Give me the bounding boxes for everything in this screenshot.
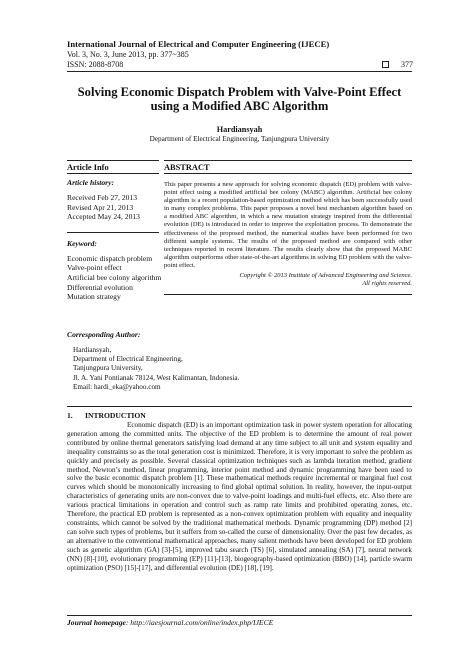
history-list <box>67 193 159 222</box>
corresponding-line: Jl. A. Yani Pontianak 78124, West Kalimantan, Indonesia. <box>73 373 240 382</box>
corresponding-rule <box>67 406 412 407</box>
section-heading <box>67 411 412 420</box>
corresponding-heading: Corresponding Author: <box>67 330 141 339</box>
paper-title <box>67 85 412 113</box>
corresponding-email: Email: hardi_eka@yahoo.com <box>73 382 161 391</box>
page-number: 377 <box>401 60 413 69</box>
history-item: Received Feb 27, 2013 <box>67 193 138 202</box>
corresponding-details <box>73 346 412 392</box>
keyword-item: Valve-point effect <box>67 263 122 273</box>
corresponding-line: Department of Electrical Engineering, <box>73 355 183 364</box>
history-heading: Article history: <box>67 178 115 187</box>
history-item: Revised Apr 21, 2013 <box>67 202 134 212</box>
square-icon <box>382 61 389 68</box>
volume-line: Vol. 3, No. 3, June 2013, pp. 377~385 <box>67 50 189 59</box>
article-info-heading: Article Info <box>67 160 159 174</box>
abstract-heading: ABSTRACT <box>164 160 412 174</box>
copyright-line-2: All rights reserved. <box>362 280 412 288</box>
keyword-list <box>67 253 162 302</box>
keyword-item: Economic dispatch problem <box>67 253 153 263</box>
history-item: Accepted May 24, 2013 <box>67 212 140 222</box>
keyword-item: Mutation strategy <box>67 292 121 302</box>
journal-name: International Journal of Electrical and Computer Engineering (IJECE) <box>67 39 330 49</box>
section-title: INTRODUCTION <box>85 411 146 420</box>
abstract-rule <box>164 294 412 295</box>
footer-url[interactable]: : http://iaesjournal.com/online/index.php/IJECE <box>125 618 274 627</box>
title-line-1: Solving Economic Dispatch Problem with Valve-Point Effect <box>77 85 402 99</box>
corresponding-line: Tanjungpura University, <box>73 364 143 373</box>
article-info-column <box>67 160 162 302</box>
keyword-item: Artificial bee colony algorithm <box>67 272 162 282</box>
introduction-text: Economic dispatch (ED) is an important optimization task in power system operation for allocating generation among the committed units. The objective of the ED problem is to determine the amount of real power contributed by online thermal generators satisfying load demand at any time subject to all unit and system equality and inequality constraints so as the total generation cost is minimized. Therefore, it is very important to solve the problem as quickly and precisely as possible. Several classical optimization techniques such as lambda iteration method, gradient method, Newton’s method, linear programming, interior point method and dynamic programming have been used to solve the basic economic dispatch problem [1]. These mathematical methods require incremental or marginal fuel cost curves which should be monotonically increasing to find global optimal solution. In reality, however, the input-output characteristics of generating units are non-convex due to valve-point loadings and multi-fuel effects, etc. Also there are various practical limitations in operation and control such as ramp rate limits and prohibited operating zones, etc. Therefore, the practical ED problem is represented as a non-convex optimization problem with equality and inequality constraints, which cannot be solved by the traditional mathematical methods. Dynamic programming (DP) method [2] can solve such types of problems, but it suffers from so-called the curse of dimensionality. Over the past few decades, as an alternative to the conventional mathematical approaches, many salient methods have been developed for ED problem such as genetic algorithm (GA) [3]-[5], improved tabu search (TS) [6], simulated annealing (SA) [7], neural network (NN) [8]-[10], evolutionary programming (EP) [11]-[13], biogeography-based optimization (BBO) [14], particle swarm optimization (PSO) [15]-[17], and differential evolution (DE) [18], [19]. <box>67 421 412 572</box>
footer-label: Journal homepage <box>67 618 126 627</box>
section-number: 1. <box>67 411 73 420</box>
title-line-2: using a Modified ABC Algorithm <box>150 99 329 113</box>
keyword-rule <box>67 232 159 233</box>
author-affiliation: Department of Electrical Engineering, Tanjungpura University <box>149 135 330 143</box>
copyright-notice <box>164 272 412 288</box>
corresponding-author <box>67 326 412 407</box>
author-name: Hardiansyah <box>216 125 263 134</box>
copyright-line-1: Copyright © 2013 Institute of Advanced Engineering and Science. <box>239 272 412 280</box>
header-rule <box>67 71 412 72</box>
page-number-block <box>382 60 413 69</box>
corresponding-line: Hardiansyah, <box>73 346 112 354</box>
abstract-text: This paper presents a new approach for solving economic dispatch (ED) problem with valve-point effect using a modified artificial bee colony (MABC) algorithm. Artificial bee colony algorithm is a recent population-based optimization method which has been successfully used in many complex problems. This paper proposes a novel best mechanism algorithm based on a modified ABC algorithm, in which a new mutation strategy inspired from the differential evolution (DE) is introduced in order to improve the exploitation process. To demonstrate the effectiveness of the proposed method, the numerical studies have been performed for two different sample systems. The results of the proposed method are compared with other techniques reported in recent literature. The results clearly show that the proposed MABC algorithm outperforms other state-of-the-art algorithms in solving ED problem with the valve-point effect. <box>164 181 412 269</box>
introduction-section <box>67 411 412 572</box>
keyword-heading: Keyword: <box>67 238 97 248</box>
keyword-item: Differential evolution <box>67 282 133 292</box>
issn-line: ISSN: 2088-8708 <box>67 60 124 69</box>
page-footer <box>67 615 412 627</box>
abstract-column <box>164 160 412 295</box>
